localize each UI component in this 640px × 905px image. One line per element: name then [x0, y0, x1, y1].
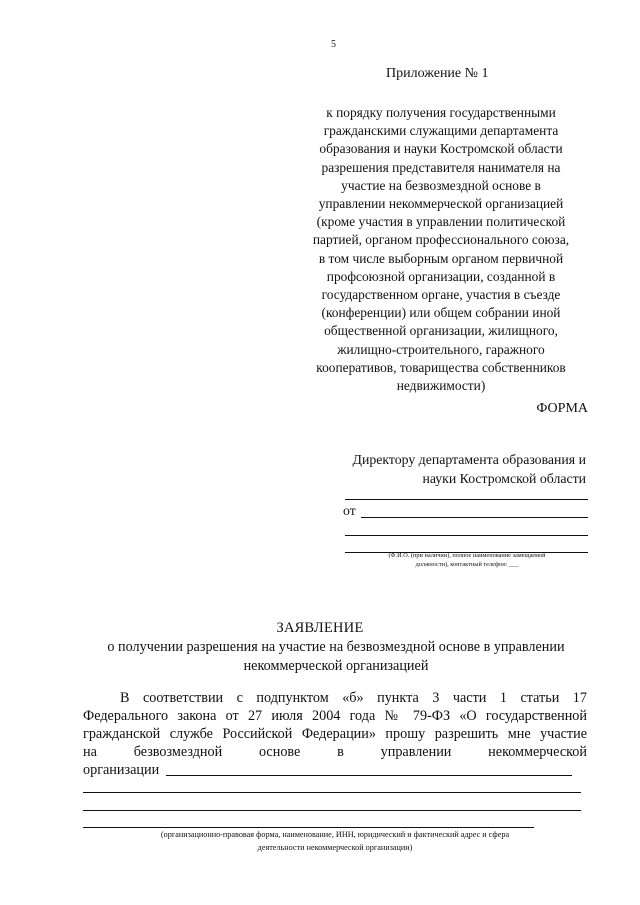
applicant-hint: (Ф.И.О. (при наличии), полное наименование замещаемой должности), контактный телефон: ___: [388, 552, 546, 569]
body-line-1: В соответствии с подпунктом «б» пункта 3 части 1 статьи 17: [120, 690, 587, 706]
statement-subtitle: о получении разрешения на участие на безвозмездной основе в управлении некоммерческой организацией: [107, 639, 565, 674]
body-line-4: на безвозмездной основе в управлении некоммерческой: [83, 744, 587, 760]
applicant-name-line[interactable]: [361, 517, 588, 518]
page-number: 5: [331, 39, 336, 50]
form-label: ФОРМА: [536, 401, 588, 416]
applicant-line-2[interactable]: [345, 535, 588, 536]
organization-hint: (организационно-правовая форма, наименование, ИНН, юридический и фактический адрес и сфера деятельности некоммерческой организации): [160, 830, 510, 852]
organization-line-2[interactable]: [83, 792, 581, 793]
appendix-description: к порядку получения государственными гражданскими служащими департамента образования и науки Костромской области разрешения представителя нанимателя на участие на безвозмездной основе в управлении некоммерческой организацией (кроме участия в управлении политической партией, органом профессионального союза, в том числе выборным органом первичной профсоюзной организации, созданной в государственном органе, участия в съезде (конференции) или общем собрании иной общественной организации, жилищного, жилищно-строительного, гаражного кооперативов, товарищества собственников недвижимости): [312, 105, 570, 394]
statement-title: ЗАЯВЛЕНИЕ: [276, 620, 364, 636]
organization-line-4[interactable]: [83, 827, 534, 828]
organization-line-1[interactable]: [166, 775, 572, 776]
body-line-3: гражданской службе Российской Федерации» прошу разрешить мне участие: [83, 726, 587, 742]
organization-line-3[interactable]: [83, 810, 581, 811]
body-line-5: организации: [83, 762, 160, 778]
body-line-2: Федерального закона от 27 июля 2004 года № 79-ФЗ «О государственной: [83, 708, 587, 724]
from-label: от: [343, 503, 356, 518]
addressee-block: Директору департамента образования и науки Костромской области: [352, 452, 586, 486]
appendix-title: Приложение № 1: [386, 66, 489, 81]
addressee-line-1[interactable]: [345, 499, 588, 500]
